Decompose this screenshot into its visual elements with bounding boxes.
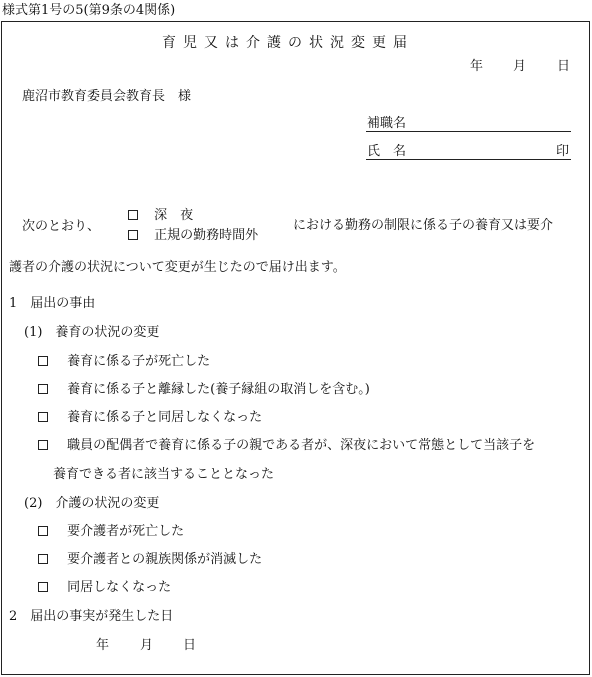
checkbox-icon[interactable] [38, 412, 48, 422]
reason-child-separation[interactable] [38, 383, 370, 396]
event-day-label: 日 [183, 638, 197, 653]
checkbox-icon[interactable] [38, 526, 48, 536]
position-label: 補職名 [367, 116, 407, 131]
reason-care-death[interactable] [38, 525, 184, 538]
form-frame [1, 21, 590, 675]
section2-heading: 2 届出の事実が発生した日 [9, 609, 174, 624]
reason-care-relation-ended[interactable] [38, 553, 262, 566]
section1-sub2-heading: (2) 介護の状況の変更 [24, 496, 160, 511]
option-late-night-label: 深 夜 [154, 208, 194, 223]
checkbox-icon[interactable] [38, 582, 48, 592]
date-month-label: 月 [513, 59, 527, 74]
intro-lead: 次のとおり、 [22, 219, 101, 234]
checkbox-icon[interactable] [38, 356, 48, 366]
option-overtime-label: 正規の勤務時間外 [154, 228, 259, 243]
checkbox-icon[interactable] [38, 440, 48, 450]
event-month-label: 月 [140, 638, 154, 653]
checkbox-icon[interactable] [38, 554, 48, 564]
form-title: 育児又は介護の状況変更届 [162, 35, 414, 51]
date-day-label: 日 [557, 59, 571, 74]
reason-child-not-cohabiting[interactable] [38, 411, 262, 424]
seal-label: 印 [556, 144, 570, 159]
option-overtime[interactable] [128, 229, 258, 242]
event-year-label: 年 [96, 638, 110, 653]
addressee: 鹿沼市教育委員会教育長 様 [22, 89, 192, 104]
checkbox-icon[interactable] [128, 230, 138, 240]
name-label: 氏 名 [367, 144, 407, 159]
name-field[interactable] [366, 159, 571, 160]
reason-child-separation-label: 養育に係る子と離縁した(養子縁組の取消しを含む。) [67, 382, 370, 397]
reason-spouse-can-care-label: 職員の配偶者で養育に係る子の親である者が、深夜において常態として当該子を [67, 438, 536, 453]
reason-care-not-cohabiting-label: 同居しなくなった [67, 580, 172, 595]
reason-child-death-label: 養育に係る子が死亡した [67, 354, 211, 369]
option-late-night[interactable] [128, 209, 193, 222]
reason-child-not-cohabiting-label: 養育に係る子と同居しなくなった [67, 410, 263, 425]
position-field[interactable] [366, 131, 571, 132]
date-year-label: 年 [470, 59, 484, 74]
section1-heading: 1 届出の事由 [9, 296, 96, 311]
reason-care-not-cohabiting[interactable] [38, 581, 171, 594]
reason-spouse-can-care-cont: 養育できる者に該当することとなった [53, 467, 275, 482]
reason-child-death[interactable] [38, 355, 210, 368]
form-number: 様式第1号の5(第9条の4関係) [2, 3, 176, 18]
reason-care-death-label: 要介護者が死亡した [67, 524, 185, 539]
intro-tail: における勤務の制限に係る子の養育又は要介 [293, 218, 554, 233]
reason-care-relation-ended-label: 要介護者との親族関係が消滅した [67, 552, 263, 567]
reason-spouse-can-care[interactable] [38, 439, 535, 452]
intro-line2: 護者の介護の状況について変更が生じたので届け出ます。 [9, 260, 346, 275]
checkbox-icon[interactable] [128, 210, 138, 220]
section1-sub1-heading: (1) 養育の状況の変更 [24, 325, 160, 340]
checkbox-icon[interactable] [38, 384, 48, 394]
